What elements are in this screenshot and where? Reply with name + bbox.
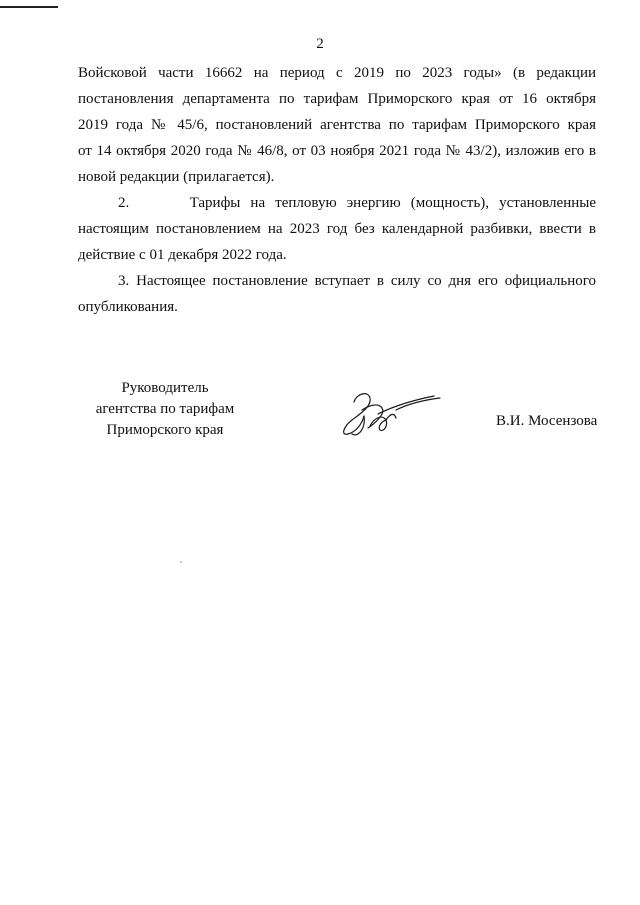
continuation-tail: новой редакции (прилагается). (78, 169, 275, 185)
signatory-title (70, 378, 260, 441)
handwritten-signature (334, 384, 444, 444)
signatory-title-line-3: Приморского края (106, 422, 224, 438)
continuation-line-1: Войсковой части 16662 на период с 2019 по 2023 годы» (в редакции (78, 65, 596, 81)
document-body (78, 60, 596, 320)
signatory-title-line-2: агентства по тарифам (95, 401, 235, 417)
scan-speck (180, 561, 182, 563)
continuation-line-2: постановления департамента по тарифам Приморского края от 16 октября (78, 91, 596, 107)
signatory-title-line-1: Руководитель (121, 380, 209, 396)
page-number: 2 (316, 36, 324, 52)
continuation-line-4: от 14 октября 2020 года № 46/8, от 03 ноября 2021 года № 43/2), изложив его в (78, 143, 596, 159)
continuation-line-3: 2019 года № 45/6, постановлений агентства по тарифам Приморского края (78, 117, 596, 133)
paragraph-item-2: 2. Тарифы на тепловую энергию (мощность), установленные настоящим постановлением на 2023 год без календарной разбивки, ввести в действие с 01 декабря 2022 года. (78, 195, 596, 263)
corner-mark (0, 6, 58, 8)
paragraph-item-3: 3. Настоящее постановление вступает в силу со дня его официального опубликования. (78, 273, 596, 315)
signatory-name: В.И. Мосензова (496, 413, 598, 429)
